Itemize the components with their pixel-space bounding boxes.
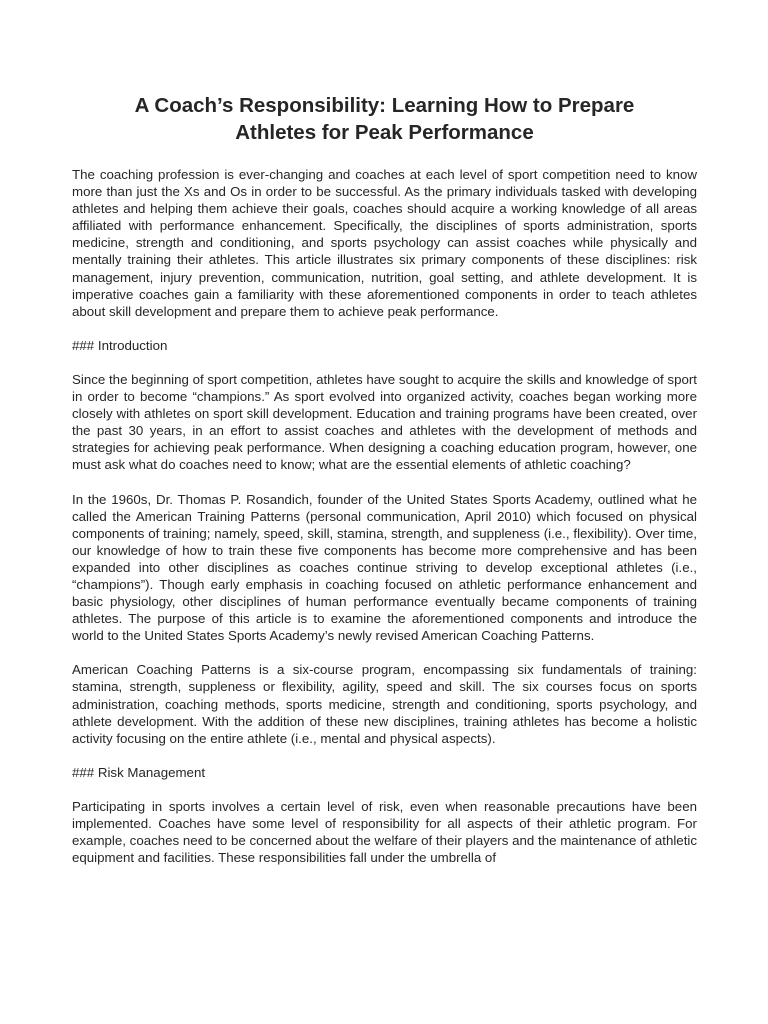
introduction-paragraph-3: American Coaching Patterns is a six-course program, encompassing six fundamentals of training: stamina, strength, suppleness or flexibility, agility, speed and skill. The six courses focus on sports administration, coaching methods, sports medicine, strength and conditioning, sports psychology, and athlete development. With the addition of these new disciplines, training athletes has become a holistic activity focusing on the entire athlete (i.e., mental and physical aspects). (72, 662, 697, 746)
risk-management-paragraph-1: Participating in sports involves a certain level of risk, even when reasonable precautions have been implemented. Coaches have some level of responsibility for all aspects of their athletic program. For example, coaches need to be concerned about the welfare of their players and the maintenance of athletic equipment and facilities. These responsibilities fall under the umbrella of (72, 798, 697, 866)
introduction-paragraph-2: In the 1960s, Dr. Thomas P. Rosandich, founder of the United States Sports Academy, outlined what he called the American Training Patterns (personal communication, April 2010) which focused on physical components of training; namely, speed, skill, stamina, strength, and suppleness (i.e., flexibility). Over time, our knowledge of how to train these five components has become more comprehensive and has been expanded into other disciplines as coaches continue striving to develop exceptional athletes (i.e., “champions”). Though early emphasis in coaching focused on athletic performance enhancement and basic physiology, other disciplines of human performance eventually became components of training athletes. The purpose of this article is to examine the aforementioned components and introduce the world to the United States Sports Academy’s newly revised American Coaching Patterns. (72, 491, 697, 644)
title-line-1: A Coach’s Responsibility: Learning How to Prepare (134, 94, 635, 117)
introduction-paragraph-1: Since the beginning of sport competition, athletes have sought to acquire the skills and knowledge of sport in order to become “champions.” As sport evolved into organized activity, coaches began working more closely with athletes on sport skill development. Education and training programs have been created, over the past 30 years, in an effort to assist coaches and athletes with the development of methods and strategies for achieving peak performance. When designing a coaching education program, however, one must ask what do coaches need to know; what are the essential elements of athletic coaching? (72, 371, 697, 473)
document-page (72, 92, 697, 883)
section-heading-risk-management: ### Risk Management (72, 764, 206, 780)
title-line-2: Athletes for Peak Performance (235, 121, 534, 144)
document-title (72, 92, 697, 146)
section-heading-introduction: ### Introduction (72, 337, 168, 353)
intro-paragraph: The coaching profession is ever-changing and coaches at each level of sport competition need to know more than just the Xs and Os in order to be successful. As the primary individuals tasked with developing athletes and helping them achieve their goals, coaches should acquire a working knowledge of all areas affiliated with performance enhancement. Specifically, the disciplines of sports administration, sports medicine, strength and conditioning, and sports psychology can assist coaches while physically and mentally training their athletes. This article illustrates six primary components of these disciplines: risk management, injury prevention, communication, nutrition, goal setting, and athlete development. It is imperative coaches gain a familiarity with these aforementioned components in order to teach athletes about skill development and prepare them to achieve peak performance. (72, 167, 697, 319)
